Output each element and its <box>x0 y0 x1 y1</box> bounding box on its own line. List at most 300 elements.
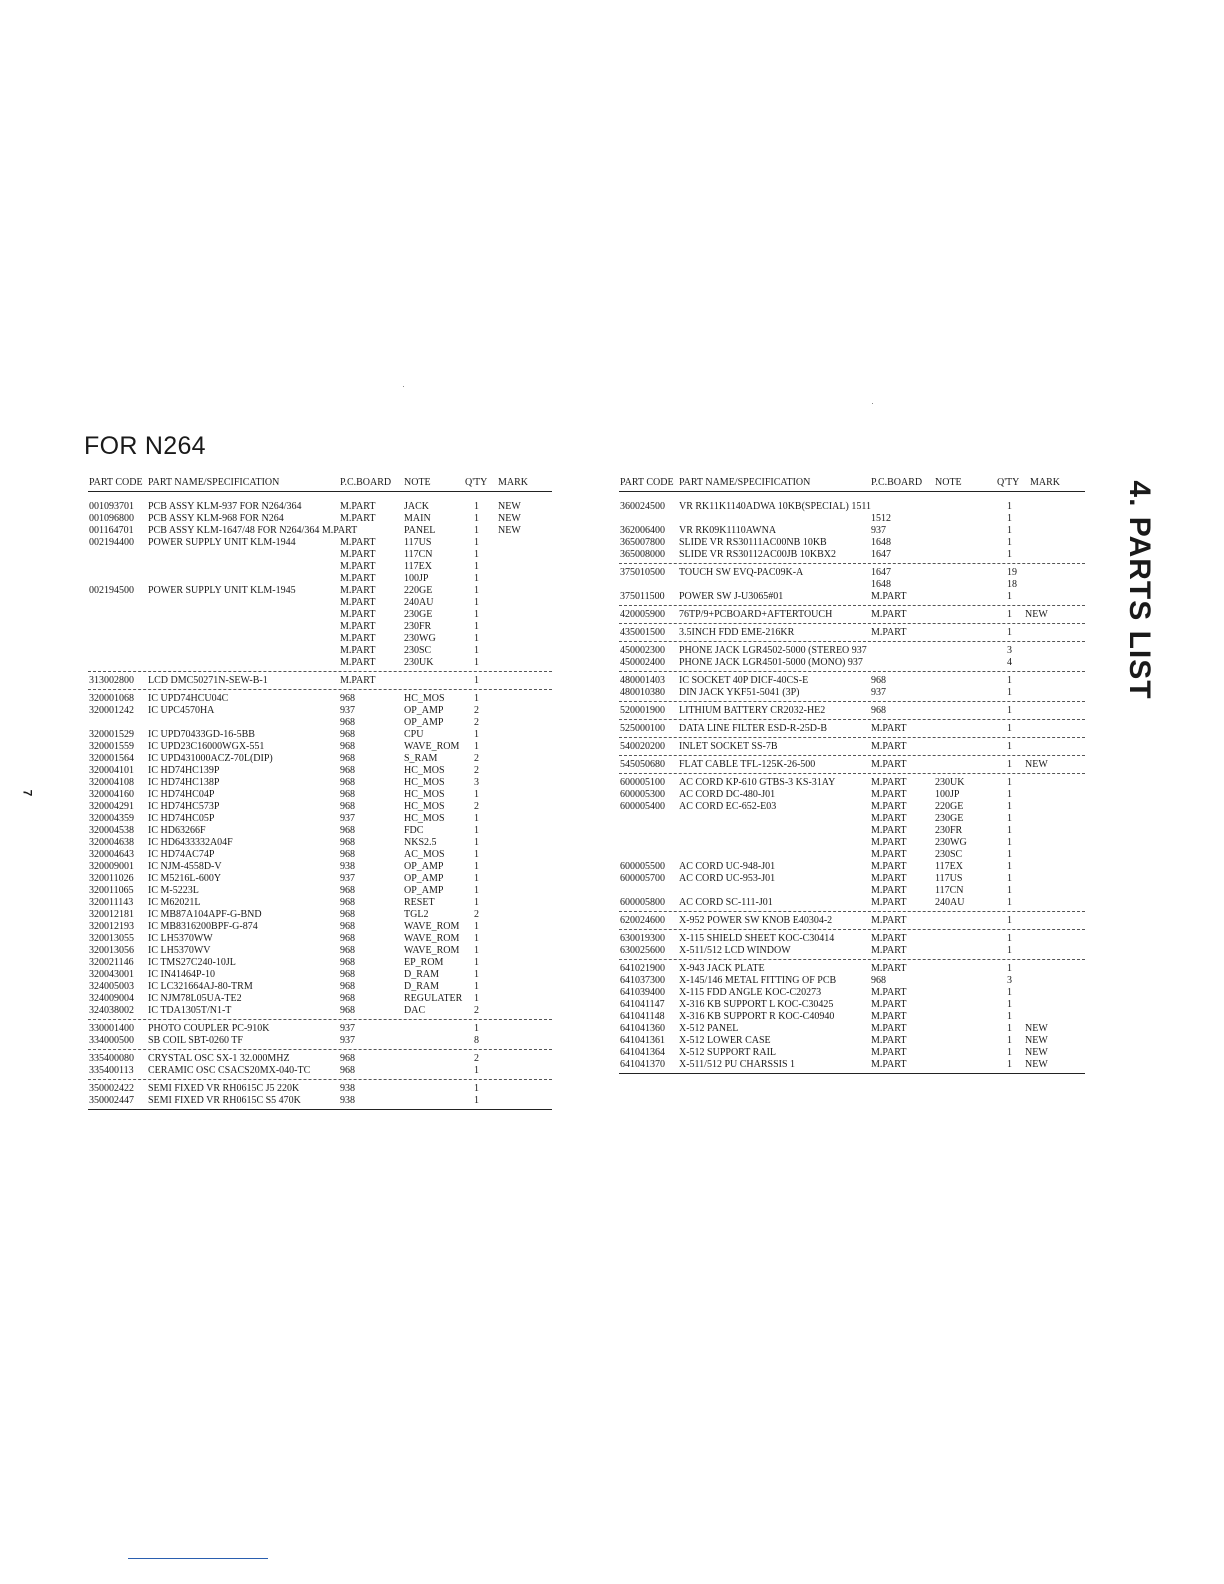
cell-note: 230WG <box>404 633 436 644</box>
scan-speck <box>403 386 404 387</box>
table-row <box>619 1023 1085 1035</box>
table-row <box>88 849 552 861</box>
cell-part-name: AC CORD DC-480-J01 <box>679 789 776 800</box>
cell-pc-board: M.PART <box>340 549 376 560</box>
cell-part-code: 320001242 <box>89 705 134 716</box>
part-group <box>619 705 1085 720</box>
cell-part-code: 600005100 <box>620 777 665 788</box>
cell-note: EP_ROM <box>404 957 444 968</box>
header-part-code: PART CODE <box>620 477 674 488</box>
cell-qty: 1 <box>474 1083 479 1094</box>
cell-pc-board: 937 <box>340 1035 355 1046</box>
table-row <box>88 813 552 825</box>
cell-pc-board: M.PART <box>871 1059 907 1070</box>
cell-pc-board: 968 <box>340 1053 355 1064</box>
cell-pc-board: 968 <box>340 825 355 836</box>
header-note: NOTE <box>404 477 431 488</box>
cell-part-name: IC M5216L-600Y <box>148 873 222 884</box>
cell-part-code: 335400080 <box>89 1053 134 1064</box>
table-row <box>619 1011 1085 1023</box>
table-row <box>88 921 552 933</box>
table-row <box>619 975 1085 987</box>
table-row <box>619 645 1085 657</box>
cell-part-name: IC UPD70433GD-16-5BB <box>148 729 255 740</box>
header-pc-board: P.C.BOARD <box>340 477 392 488</box>
cell-part-code: 320043001 <box>89 969 134 980</box>
cell-part-code: 001164701 <box>89 525 134 536</box>
cell-qty: 1 <box>474 969 479 980</box>
cell-qty: 1 <box>474 849 479 860</box>
table-row <box>88 789 552 801</box>
table-row <box>619 549 1085 561</box>
header-note: NOTE <box>935 477 962 488</box>
cell-note: OP_AMP <box>404 861 444 872</box>
cell-note: FDC <box>404 825 424 836</box>
cell-part-name: IC TMS27C240-10JL <box>148 957 236 968</box>
cell-note: OP_AMP <box>404 705 444 716</box>
cell-qty: 1 <box>1007 825 1012 836</box>
cell-qty: 1 <box>1007 915 1012 926</box>
cell-part-name: IC HD74HC05P <box>148 813 215 824</box>
cell-qty: 1 <box>474 885 479 896</box>
cell-qty: 1 <box>474 609 479 620</box>
cell-note: 230FR <box>404 621 432 632</box>
cell-qty: 1 <box>474 1023 479 1034</box>
cell-qty: 2 <box>474 753 479 764</box>
part-group <box>619 645 1085 672</box>
cell-qty: 1 <box>1007 873 1012 884</box>
cell-pc-board: M.PART <box>340 633 376 644</box>
cell-part-name: DATA LINE FILTER ESD-R-25D-B <box>679 723 827 734</box>
cell-qty: 1 <box>1007 789 1012 800</box>
cell-pc-board: 968 <box>340 969 355 980</box>
cell-part-name: IC UPD23C16000WGX-551 <box>148 741 265 752</box>
table-row <box>88 621 552 633</box>
cell-part-name: X-316 KB SUPPORT L KOC-C30425 <box>679 999 834 1010</box>
cell-part-name: PCB ASSY KLM-1647/48 FOR N264/364 M.PART <box>148 525 358 536</box>
table-row <box>88 897 552 909</box>
cell-note: 230GE <box>404 609 433 620</box>
cell-part-code: 641041360 <box>620 1023 665 1034</box>
table-row <box>88 837 552 849</box>
table-row <box>619 987 1085 999</box>
cell-part-name: IC UPC4570HA <box>148 705 215 716</box>
cell-pc-board: M.PART <box>871 873 907 884</box>
header-part-name: PART NAME/SPECIFICATION <box>148 477 280 488</box>
table-row <box>88 873 552 885</box>
header-mark: MARK <box>1030 477 1061 488</box>
cell-pc-board: 968 <box>340 921 355 932</box>
cell-part-code: 350002422 <box>89 1083 134 1094</box>
cell-pc-board: 968 <box>340 1065 355 1076</box>
table-row <box>88 537 552 549</box>
cell-part-code: 600005400 <box>620 801 665 812</box>
cell-note: AC_MOS <box>404 849 445 860</box>
cell-qty: 3 <box>1007 645 1012 656</box>
table-row <box>88 501 552 513</box>
table-row <box>619 1047 1085 1059</box>
cell-note: MAIN <box>404 513 431 524</box>
cell-qty: 1 <box>1007 1035 1012 1046</box>
table-row <box>88 657 552 669</box>
cell-note: 240AU <box>404 597 434 608</box>
cell-part-name: X-511/512 LCD WINDOW <box>679 945 791 956</box>
cell-note: WAVE_ROM <box>404 933 460 944</box>
part-group <box>619 741 1085 756</box>
table-header <box>88 477 552 492</box>
cell-pc-board: M.PART <box>871 861 907 872</box>
cell-qty: 1 <box>474 789 479 800</box>
table-row <box>88 969 552 981</box>
cell-part-name: POWER SW J-U3065#01 <box>679 591 784 602</box>
cell-qty: 1 <box>474 1095 479 1106</box>
section-title-text: 4. PARTS LIST <box>1123 480 1156 700</box>
cell-pc-board: M.PART <box>871 837 907 848</box>
table-row <box>88 597 552 609</box>
cell-part-code: 620024600 <box>620 915 665 926</box>
cell-part-code: 641039400 <box>620 987 665 998</box>
cell-pc-board: M.PART <box>871 999 907 1010</box>
cell-qty: 1 <box>1007 987 1012 998</box>
cell-part-name: IC NJM78L05UA-TE2 <box>148 993 242 1004</box>
cell-part-name: IC LH5370WW <box>148 933 213 944</box>
cell-pc-board: 968 <box>340 801 355 812</box>
cell-pc-board: 968 <box>340 933 355 944</box>
cell-pc-board: 968 <box>340 945 355 956</box>
cell-part-name: IC HD74AC74P <box>148 849 215 860</box>
table-row <box>88 1035 552 1047</box>
cell-qty: 8 <box>474 1035 479 1046</box>
part-group <box>88 1083 552 1110</box>
cell-part-name: IC HD74HC139P <box>148 765 220 776</box>
cell-part-name: IC SOCKET 40P DICF-40CS-E <box>679 675 809 686</box>
cell-part-code: 320004538 <box>89 825 134 836</box>
cell-part-name: SEMI FIXED VR RH0615C J5 220K <box>148 1083 300 1094</box>
cell-pc-board: M.PART <box>871 723 907 734</box>
cell-part-name: CERAMIC OSC CSACS20MX-040-TC <box>148 1065 311 1076</box>
cell-part-code: 320011026 <box>89 873 134 884</box>
cell-pc-board: M.PART <box>871 885 907 896</box>
cell-part-code: 545050680 <box>620 759 665 770</box>
cell-part-name: IC HD74HC573P <box>148 801 220 812</box>
table-row <box>619 525 1085 537</box>
cell-qty: 1 <box>474 573 479 584</box>
cell-part-name: IC UPD431000ACZ-70L(DIP) <box>148 753 273 764</box>
cell-part-code: 600005800 <box>620 897 665 908</box>
table-header <box>619 477 1085 492</box>
cell-mark: NEW <box>498 525 521 536</box>
cell-part-name: IC IN41464P-10 <box>148 969 215 980</box>
cell-part-code: 320013055 <box>89 933 134 944</box>
cell-part-code: 320001529 <box>89 729 134 740</box>
cell-qty: 1 <box>1007 885 1012 896</box>
cell-note: 230GE <box>935 813 964 824</box>
cell-part-code: 001096800 <box>89 513 134 524</box>
cell-pc-board: M.PART <box>340 537 376 548</box>
cell-note: 240AU <box>935 897 965 908</box>
cell-pc-board: 968 <box>340 957 355 968</box>
cell-pc-board: M.PART <box>340 645 376 656</box>
cell-pc-board: M.PART <box>871 591 907 602</box>
cell-part-code: 324009004 <box>89 993 134 1004</box>
cell-qty: 1 <box>474 813 479 824</box>
table-row <box>619 945 1085 957</box>
table-row <box>619 777 1085 789</box>
cell-part-name: PCB ASSY KLM-968 FOR N264 <box>148 513 284 524</box>
cell-mark: NEW <box>1025 1035 1048 1046</box>
cell-part-code: 313002800 <box>89 675 134 686</box>
cell-part-name: IC HD74HC04P <box>148 789 215 800</box>
cell-part-code: 641041361 <box>620 1035 665 1046</box>
table-row <box>88 1065 552 1077</box>
cell-part-name: PCB ASSY KLM-937 FOR N264/364 <box>148 501 302 512</box>
cell-qty: 1 <box>474 657 479 668</box>
cell-pc-board: M.PART <box>871 933 907 944</box>
table-row <box>619 849 1085 861</box>
cell-qty: 1 <box>1007 945 1012 956</box>
cell-part-code: 641021900 <box>620 963 665 974</box>
cell-part-name: IC MB87A104APF-G-BND <box>148 909 262 920</box>
parts-table-left <box>88 477 552 1113</box>
cell-pc-board: 968 <box>340 849 355 860</box>
cell-part-name: AC CORD UC-953-J01 <box>679 873 776 884</box>
cell-part-code: 375010500 <box>620 567 665 578</box>
table-row <box>88 633 552 645</box>
table-row <box>88 1005 552 1017</box>
scan-speck <box>872 403 873 404</box>
cell-pc-board: 937 <box>340 873 355 884</box>
cell-pc-board: M.PART <box>340 609 376 620</box>
cell-part-code: 641037300 <box>620 975 665 986</box>
cell-qty: 1 <box>1007 999 1012 1010</box>
cell-note: TGL2 <box>404 909 429 920</box>
cell-part-code: 450002300 <box>620 645 665 656</box>
table-row <box>88 933 552 945</box>
table-row <box>619 825 1085 837</box>
cell-note: WAVE_ROM <box>404 741 460 752</box>
cell-part-code: 365008000 <box>620 549 665 560</box>
cell-part-code: 375011500 <box>620 591 665 602</box>
table-row <box>619 567 1085 579</box>
cell-note: WAVE_ROM <box>404 921 460 932</box>
cell-pc-board: 968 <box>340 1005 355 1016</box>
cell-pc-board: M.PART <box>340 621 376 632</box>
cell-part-name: LCD DMC50271N-SEW-B-1 <box>148 675 268 686</box>
table-row <box>619 999 1085 1011</box>
cell-note: HC_MOS <box>404 789 445 800</box>
cell-qty: 1 <box>474 1065 479 1076</box>
cell-part-code: 450002400 <box>620 657 665 668</box>
cell-qty: 1 <box>1007 1047 1012 1058</box>
cell-qty: 1 <box>474 561 479 572</box>
cell-part-name: PHONE JACK LGR4502-5000 (STEREO 937 <box>679 645 867 656</box>
cell-part-name: VR RK09K1110AWNA <box>679 525 777 536</box>
cell-part-name: IC M-5223L <box>148 885 199 896</box>
table-row <box>619 513 1085 525</box>
cell-pc-board: M.PART <box>871 789 907 800</box>
table-row <box>619 1059 1085 1071</box>
cell-pc-board: M.PART <box>871 1023 907 1034</box>
table-row <box>88 705 552 717</box>
cell-qty: 1 <box>474 501 479 512</box>
table-row <box>619 579 1085 591</box>
cell-pc-board: 968 <box>340 885 355 896</box>
cell-part-name: LITHIUM BATTERY CR2032-HE2 <box>679 705 826 716</box>
cell-note: NKS2.5 <box>404 837 437 848</box>
cell-part-code: 320013056 <box>89 945 134 956</box>
cell-part-code: 002194500 <box>89 585 134 596</box>
cell-part-code: 600005300 <box>620 789 665 800</box>
table-row <box>88 609 552 621</box>
cell-pc-board: 968 <box>340 753 355 764</box>
part-group <box>619 759 1085 774</box>
cell-pc-board: 938 <box>340 1083 355 1094</box>
cell-note: 230FR <box>935 825 963 836</box>
cell-part-code: 520001900 <box>620 705 665 716</box>
cell-note: 220GE <box>935 801 964 812</box>
table-row <box>619 897 1085 909</box>
cell-pc-board: 1647 <box>871 549 891 560</box>
part-group <box>619 627 1085 642</box>
cell-part-code: 630025600 <box>620 945 665 956</box>
cell-qty: 1 <box>474 729 479 740</box>
cell-part-code: 320012193 <box>89 921 134 932</box>
table-row <box>619 705 1085 717</box>
cell-part-code: 600005700 <box>620 873 665 884</box>
cell-pc-board: 968 <box>340 765 355 776</box>
cell-qty: 2 <box>474 765 479 776</box>
cell-qty: 1 <box>1007 933 1012 944</box>
cell-qty: 1 <box>474 549 479 560</box>
header-qty: Q'TY <box>465 477 488 488</box>
cell-qty: 1 <box>474 633 479 644</box>
cell-qty: 1 <box>1007 687 1012 698</box>
cell-part-code: 320004291 <box>89 801 134 812</box>
part-group <box>619 933 1085 960</box>
table-row <box>619 813 1085 825</box>
cell-pc-board: M.PART <box>871 741 907 752</box>
table-row <box>619 687 1085 699</box>
cell-part-code: 320004643 <box>89 849 134 860</box>
cell-note: RESET <box>404 897 435 908</box>
table-row <box>619 657 1085 669</box>
cell-qty: 1 <box>474 933 479 944</box>
cell-pc-board: 968 <box>340 837 355 848</box>
table-row <box>88 909 552 921</box>
cell-note: OP_AMP <box>404 885 444 896</box>
table-row <box>619 627 1085 639</box>
cell-part-code: 641041370 <box>620 1059 665 1070</box>
cell-qty: 1 <box>1007 705 1012 716</box>
cell-part-name: CRYSTAL OSC SX-1 32.000MHZ <box>148 1053 290 1064</box>
cell-qty: 1 <box>474 837 479 848</box>
cell-part-name: TOUCH SW EVQ-PAC09K-A <box>679 567 804 578</box>
cell-note: 117EX <box>404 561 432 572</box>
cell-note: 117US <box>404 537 432 548</box>
cell-mark: NEW <box>1025 759 1048 770</box>
cell-part-code: 525000100 <box>620 723 665 734</box>
cell-mark: NEW <box>1025 1047 1048 1058</box>
cell-mark: NEW <box>1025 609 1048 620</box>
table-row <box>88 753 552 765</box>
cell-qty: 1 <box>474 513 479 524</box>
cell-qty: 1 <box>1007 813 1012 824</box>
cell-qty: 3 <box>1007 975 1012 986</box>
cell-part-name: IC HD6433332A04F <box>148 837 233 848</box>
cell-qty: 1 <box>474 585 479 596</box>
cell-qty: 1 <box>1007 513 1012 524</box>
table-row <box>88 765 552 777</box>
cell-qty: 2 <box>474 717 479 728</box>
cell-note: 230SC <box>404 645 432 656</box>
table-row <box>619 537 1085 549</box>
cell-qty: 1 <box>1007 537 1012 548</box>
cell-pc-board: M.PART <box>871 849 907 860</box>
cell-qty: 1 <box>474 645 479 656</box>
cell-pc-board: 937 <box>871 525 886 536</box>
cell-pc-board: M.PART <box>340 573 376 584</box>
cell-note: HC_MOS <box>404 777 445 788</box>
cell-note: 230UK <box>404 657 434 668</box>
cell-mark: NEW <box>1025 1023 1048 1034</box>
cell-pc-board: M.PART <box>340 561 376 572</box>
cell-note: 117US <box>935 873 963 884</box>
part-group <box>88 675 552 690</box>
cell-pc-board: 938 <box>340 1095 355 1106</box>
table-row <box>88 825 552 837</box>
table-row <box>88 729 552 741</box>
part-group <box>619 609 1085 624</box>
cell-pc-board: 937 <box>340 1023 355 1034</box>
table-row <box>88 741 552 753</box>
cell-part-code: 630019300 <box>620 933 665 944</box>
cell-pc-board: M.PART <box>871 915 907 926</box>
cell-part-code: 320009001 <box>89 861 134 872</box>
cell-pc-board: 968 <box>340 993 355 1004</box>
cell-qty: 1 <box>1007 861 1012 872</box>
cell-part-name: SEMI FIXED VR RH0615C S5 470K <box>148 1095 301 1106</box>
table-row <box>619 501 1085 513</box>
cell-qty: 1 <box>474 957 479 968</box>
table-row <box>88 993 552 1005</box>
cell-note: 100JP <box>935 789 960 800</box>
cell-qty: 2 <box>474 705 479 716</box>
cell-part-name: INLET SOCKET SS-7B <box>679 741 778 752</box>
cell-note: 230WG <box>935 837 967 848</box>
cell-qty: 1 <box>1007 591 1012 602</box>
cell-pc-board: 968 <box>340 729 355 740</box>
cell-pc-board: 938 <box>340 861 355 872</box>
cell-part-code: 320011065 <box>89 885 134 896</box>
cell-pc-board: 968 <box>871 675 886 686</box>
cell-note: 100JP <box>404 573 429 584</box>
cell-pc-board: 1512 <box>871 513 891 524</box>
cell-part-code: 320004101 <box>89 765 134 776</box>
cell-pc-board: M.PART <box>871 777 907 788</box>
cell-note: WAVE_ROM <box>404 945 460 956</box>
table-row <box>88 1023 552 1035</box>
cell-part-name: IC LC321664AJ-80-TRM <box>148 981 253 992</box>
cell-pc-board: M.PART <box>871 627 907 638</box>
cell-qty: 1 <box>1007 609 1012 620</box>
table-row <box>88 645 552 657</box>
cell-note: JACK <box>404 501 430 512</box>
table-row <box>88 945 552 957</box>
header-part-code: PART CODE <box>89 477 143 488</box>
header-part-name: PART NAME/SPECIFICATION <box>679 477 811 488</box>
cell-qty: 1 <box>1007 777 1012 788</box>
cell-part-code: 320011143 <box>89 897 134 908</box>
